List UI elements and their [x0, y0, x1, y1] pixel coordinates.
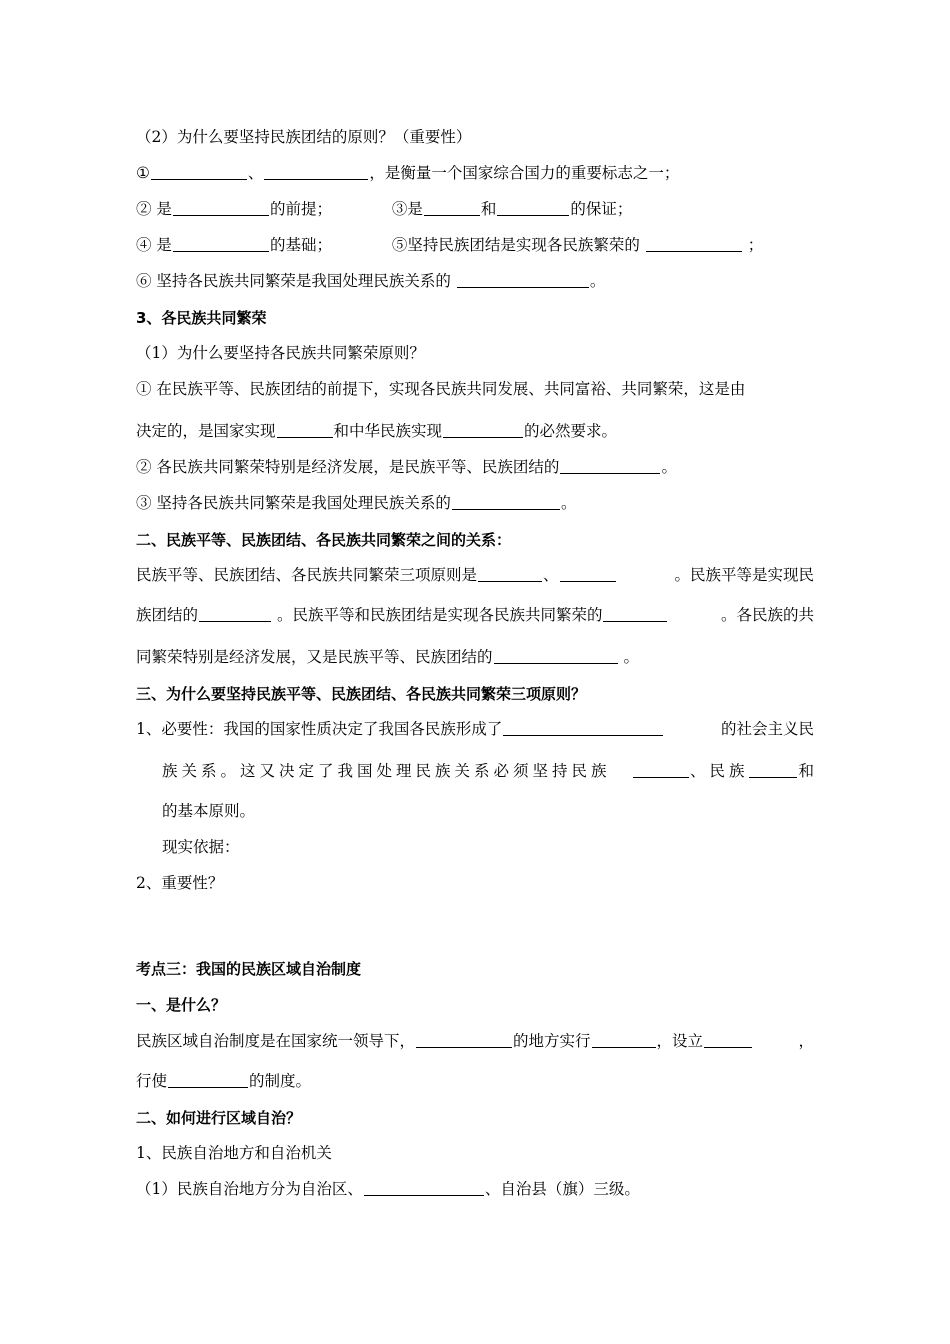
fill-blank[interactable] — [173, 235, 269, 252]
fill-blank[interactable] — [633, 761, 689, 778]
fill-blank[interactable] — [560, 565, 616, 582]
text-line: 族团结的 。民族平等和民族团结是实现各民族共同繁荣的 。各民族的共 — [136, 606, 814, 624]
question-heading: （2）为什么要坚持民族团结的原则？（重要性） — [136, 128, 472, 146]
text-line: ⑥ 坚持各民族共同繁荣是我国处理民族关系的 。 — [136, 272, 606, 290]
text-line: ③ 坚持各民族共同繁荣是我国处理民族关系的 。 — [136, 494, 577, 512]
text-line: 2、重要性？ — [136, 874, 224, 892]
text-line: ① 、 ，是衡量一个国家综合国力的重要标志之一； — [136, 164, 680, 182]
fill-blank[interactable] — [416, 1031, 512, 1048]
text-line: 民族区域自治制度是在国家统一领导下， 的地方实行 ，设立 ， — [136, 1032, 814, 1050]
text-line: ② 各民族共同繁荣特别是经济发展，是民族平等、民族团结的 。 — [136, 458, 677, 476]
text-line: ① 在民族平等、民族团结的前提下，实现各民族共同发展、共同富裕、共同繁荣，这是由 — [136, 380, 746, 398]
fill-blank[interactable] — [151, 163, 247, 180]
text-line: （1）民族自治地方分为自治区、 、自治县（旗）三级。 — [136, 1180, 640, 1198]
text-line: 行使 的制度。 — [136, 1072, 312, 1090]
text-line: 现实依据： — [162, 838, 240, 856]
fill-blank[interactable] — [452, 493, 560, 510]
fill-blank[interactable] — [364, 1179, 484, 1196]
text-line: 族关系。这又决定了我国处理民族关系必须坚持民族 、民族 和 — [162, 762, 814, 780]
fill-blank[interactable] — [497, 199, 569, 216]
fill-blank[interactable] — [168, 1071, 248, 1088]
fill-blank[interactable] — [424, 199, 480, 216]
text-line: 的基本原则。 — [162, 802, 256, 820]
fill-blank[interactable] — [592, 1031, 656, 1048]
text-line: 1、民族自治地方和自治机关 — [136, 1144, 332, 1162]
fill-blank[interactable] — [457, 271, 589, 288]
fill-blank[interactable] — [173, 199, 269, 216]
fill-blank[interactable] — [503, 719, 663, 736]
section-heading: 一、是什么？ — [136, 996, 227, 1014]
fill-blank[interactable] — [560, 457, 660, 474]
fill-blank[interactable] — [264, 163, 368, 180]
fill-blank[interactable] — [478, 565, 542, 582]
fill-blank[interactable] — [277, 421, 333, 438]
text-line: ④ 是 的基础； ⑤坚持民族团结是实现各民族繁荣的 ； — [136, 236, 764, 254]
fill-blank[interactable] — [494, 647, 618, 664]
text-line: 1、必要性：我国的国家性质决定了我国各民族形成了 的社会主义民 — [136, 720, 814, 738]
fill-blank[interactable] — [443, 421, 523, 438]
text-line: 同繁荣特别是经济发展，又是民族平等、民族团结的 。 — [136, 648, 639, 666]
section-heading: 二、如何进行区域自治？ — [136, 1109, 302, 1127]
section-heading: 3、各民族共同繁荣 — [136, 309, 267, 327]
question-heading: （1）为什么要坚持各民族共同繁荣原则？ — [136, 344, 425, 362]
section-heading: 二、民族平等、民族团结、各民族共同繁荣之间的关系： — [136, 531, 512, 549]
text-line: ② 是 的前提； ③是 和 的保证； — [136, 200, 633, 218]
topic-heading: 考点三：我国的民族区域自治制度 — [136, 960, 362, 978]
fill-blank[interactable] — [749, 761, 797, 778]
fill-blank[interactable] — [603, 605, 667, 622]
section-heading: 三、为什么要坚持民族平等、民族团结、各民族共同繁荣三项原则？ — [136, 685, 587, 703]
fill-blank[interactable] — [646, 235, 742, 252]
text-line: 决定的，是国家实现 和中华民族实现 的必然要求。 — [136, 422, 618, 440]
fill-blank[interactable] — [199, 605, 271, 622]
text-line: 民族平等、民族团结、各民族共同繁荣三项原则是 、 。民族平等是实现民 — [136, 566, 814, 584]
fill-blank[interactable] — [704, 1031, 752, 1048]
